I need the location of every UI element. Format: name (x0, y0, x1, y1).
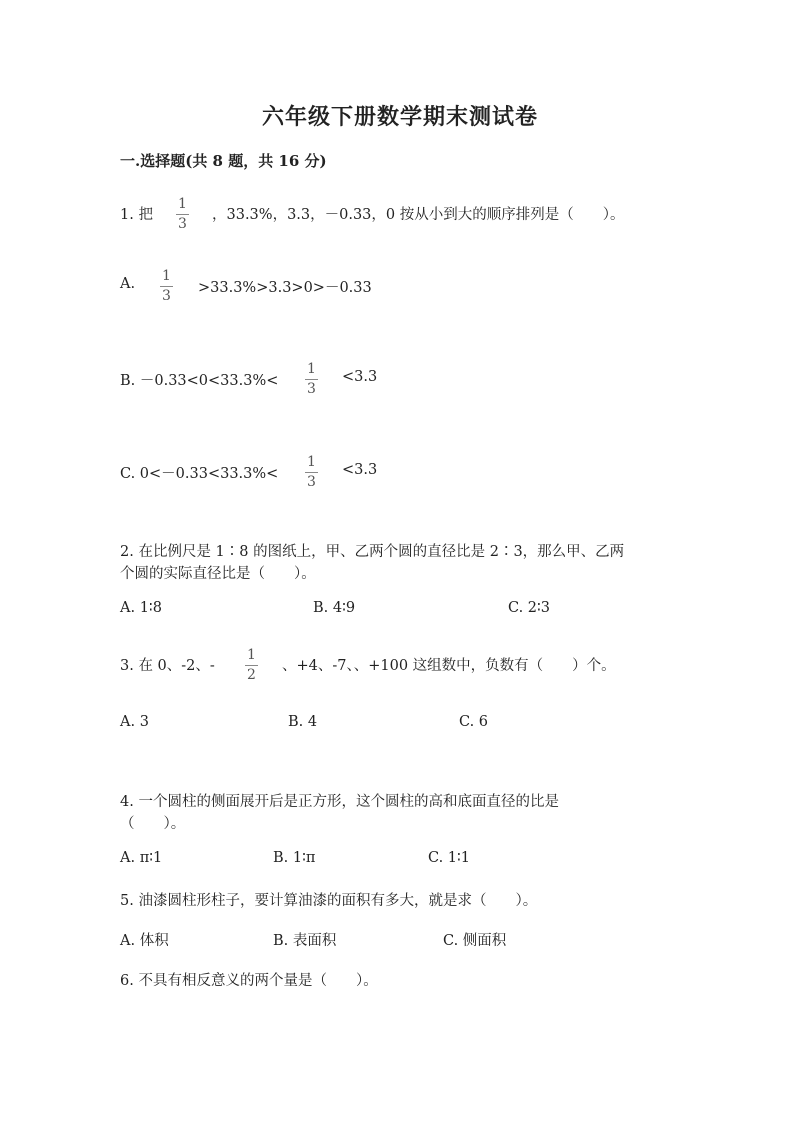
q3-fraction (245, 647, 258, 684)
q1-a-frac-bar (160, 286, 173, 287)
q1-suffix: ，33.3%，3.3，－0.33，0 按从小到大的顺序排列是（ ）。 (212, 207, 625, 223)
q1-b-frac-bar (305, 379, 318, 380)
q1-c-frac-den: 3 (307, 474, 316, 490)
q5-option-c[interactable]: C. 侧面积 (443, 933, 507, 949)
q1-b-frac-den: 3 (307, 381, 316, 397)
q3-frac-num: 1 (247, 647, 256, 663)
q1-prefix: 1. 把 (120, 207, 153, 223)
q1-frac-num: 1 (178, 196, 187, 212)
q2-line2: 个圆的实际直径比是（ ）。 (120, 566, 316, 582)
q3-option-a[interactable]: A. 3 (120, 714, 149, 730)
q4-line2: （ ）。 (120, 816, 186, 832)
q1-option-b-text[interactable]: B. －0.33<0<33.3%< (120, 373, 279, 389)
q1-c-frac-num: 1 (307, 454, 316, 470)
q5-text: 5. 油漆圆柱形柱子，要计算油漆的面积有多大，就是求（ ）。 (120, 893, 538, 909)
q1-option-b-fraction (305, 361, 318, 398)
q1-a-frac-den: 3 (162, 288, 171, 304)
q4-option-b[interactable]: B. 1∶π (273, 850, 316, 866)
q4-option-a[interactable]: A. π∶1 (120, 850, 163, 866)
q2-option-c[interactable]: C. 2∶3 (508, 600, 551, 616)
q1-option-c-suffix: <3.3 (342, 462, 378, 478)
q1-c-frac-bar (305, 472, 318, 473)
q1-a-frac-num: 1 (162, 268, 171, 284)
q6-text: 6. 不具有相反意义的两个量是（ ）。 (120, 973, 378, 989)
q1-frac-bar (176, 214, 189, 215)
q1-option-c-fraction (305, 454, 318, 491)
q5-option-b[interactable]: B. 表面积 (273, 933, 337, 949)
q1-fraction (176, 196, 189, 233)
q2-option-b[interactable]: B. 4∶9 (313, 600, 356, 616)
q2-option-a[interactable]: A. 1∶8 (120, 600, 162, 616)
section-heading: 一.选择题(共 8 题，共 16 分) (120, 152, 327, 170)
q4-line1: 4. 一个圆柱的侧面展开后是正方形，这个圆柱的高和底面直径的比是 (120, 794, 559, 810)
q3-option-c[interactable]: C. 6 (459, 714, 489, 730)
q5-option-a[interactable]: A. 体积 (120, 933, 169, 949)
q1-option-a-label[interactable]: A. (120, 276, 136, 292)
q4-option-c[interactable]: C. 1∶1 (428, 850, 471, 866)
q1-option-c-text[interactable]: C. 0<－0.33<33.3%< (120, 466, 279, 482)
q1-option-a-fraction (160, 268, 173, 305)
q2-line1: 2. 在比例尺是 1∶8 的图纸上，甲、乙两个圆的直径比是 2∶3，那么甲、乙两 (120, 544, 625, 560)
q3-option-b[interactable]: B. 4 (288, 714, 318, 730)
q1-option-a-text: >33.3%>3.3>0>－0.33 (198, 280, 372, 296)
q3-frac-den: 2 (247, 667, 256, 683)
q3-frac-bar (245, 665, 258, 666)
q1-b-frac-num: 1 (307, 361, 316, 377)
q1-frac-den: 3 (178, 216, 187, 232)
q1-option-b-suffix: <3.3 (342, 369, 378, 385)
q3-prefix: 3. 在 0、-2、- (120, 658, 215, 674)
page-title: 六年级下册数学期末测试卷 (261, 104, 538, 130)
q3-suffix: 、+4、-7、、+100 这组数中，负数有（ ）个。 (282, 658, 616, 674)
